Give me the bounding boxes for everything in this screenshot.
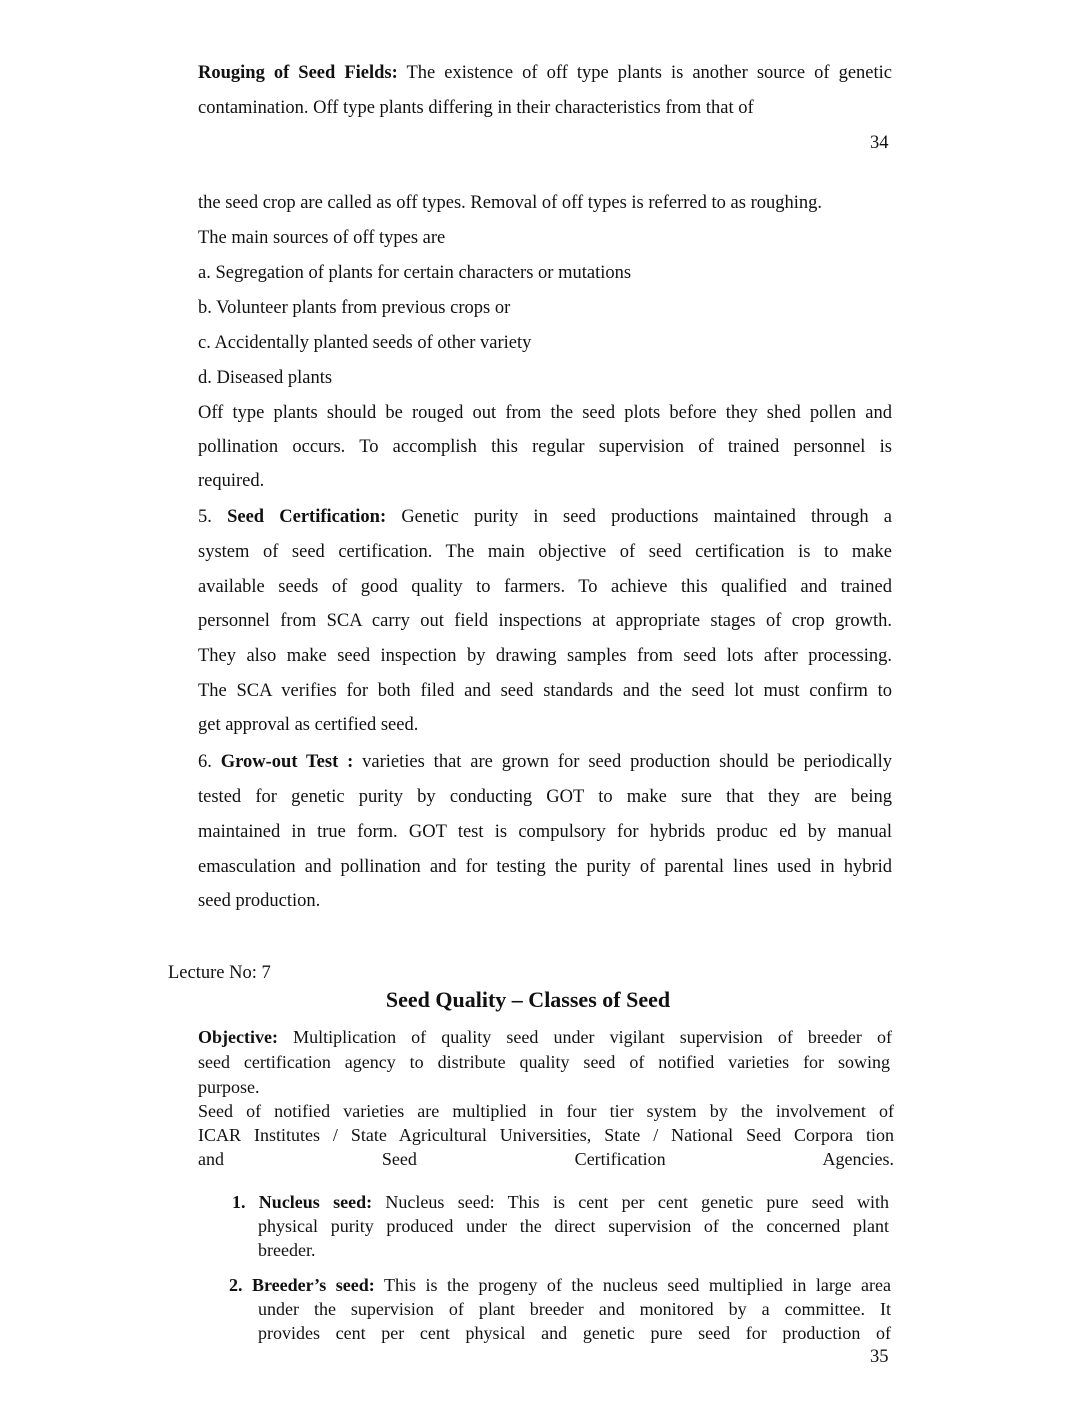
notified-line: Seed of notified varieties are multiplied in four tier system by the involvement of [198, 1101, 894, 1121]
breeder-line-1: 2. Breeder’s seed: This is the progeny of the nucleus seed multiplied in large area [229, 1275, 891, 1295]
offtype-line-2: The main sources of off types are [198, 228, 446, 248]
lecture-number: Lecture No: 7 [168, 963, 271, 983]
notified-line: and Seed Certification Agencies. [198, 1149, 894, 1169]
page-number-34: 34 [870, 133, 889, 153]
nucleus-line-1: 1. Nucleus seed: Nucleus seed: This is cent per cent genetic pure seed with [232, 1192, 889, 1212]
rouge-para-line: Off type plants should be rouged out from the seed plots before they shed pollen and [198, 403, 892, 423]
got-line: tested for genetic purity by conducting GOT to make sure that they are being [198, 787, 892, 807]
got-line: seed production. [198, 891, 321, 911]
nucleus-line: breeder. [258, 1240, 316, 1260]
objective-heading: Objective: [198, 1027, 278, 1047]
breeder-label: 2. Breeder’s seed: [229, 1275, 375, 1295]
offtype-line-1: the seed crop are called as off types. Removal of off types is referred to as roughing. [198, 193, 822, 213]
notified-line: ICAR Institutes / State Agricultural Universities, State / National Seed Corpora tion [198, 1125, 894, 1145]
rouging-line-1: Rouging of Seed Fields: The existence of off type plants is another source of genetic [198, 63, 892, 83]
cert-line: The SCA verifies for both filed and seed standards and the seed lot must confirm to [198, 681, 892, 701]
nucleus-line: physical purity produced under the direct supervision of the concerned plant [258, 1216, 889, 1236]
rouging-line-2: contamination. Off type plants differing in their characteristics from that of [198, 98, 754, 118]
got-heading: Grow-out Test : [220, 752, 354, 772]
list-item: b. Volunteer plants from previous crops or [198, 298, 511, 318]
objective-line: purpose. [198, 1077, 260, 1097]
list-item: c. Accidentally planted seeds of other variety [198, 333, 532, 353]
objective-line-1: Objective: Multiplication of quality seed under vigilant supervision of breeder of [198, 1027, 892, 1047]
list-item: d. Diseased plants [198, 368, 333, 388]
cert-line: personnel from SCA carry out field inspections at appropriate stages of crop growth. [198, 611, 892, 631]
cert-line: They also make seed inspection by drawing samples from seed lots after processing. [198, 646, 892, 666]
breeder-line: provides cent per cent physical and genetic pure seed for production of [258, 1323, 891, 1343]
cert-line: system of seed certification. The main objective of seed certification is to make [198, 542, 892, 562]
list-item: a. Segregation of plants for certain characters or mutations [198, 263, 632, 283]
cert-line-1: 5. Seed Certification: Genetic purity in seed productions maintained through a [198, 507, 892, 527]
rouge-para-line: pollination occurs. To accomplish this regular supervision of trained personnel is [198, 437, 892, 457]
cert-line: get approval as certified seed. [198, 715, 419, 735]
got-line-1: 6. Grow-out Test : varieties that are grown for seed production should be periodically [198, 752, 893, 772]
rouging-heading: Rouging of Seed Fields: [198, 63, 398, 83]
page-title: Seed Quality – Classes of Seed [385, 987, 671, 1012]
cert-heading: Seed Certification: [227, 507, 387, 527]
got-line: emasculation and pollination and for testing the purity of parental lines used in hybrid [198, 857, 892, 877]
nucleus-label: 1. Nucleus seed: [232, 1192, 373, 1212]
rouge-para-line: required. [198, 471, 265, 491]
cert-line: available seeds of good quality to farmers. To achieve this qualified and trained [198, 577, 892, 597]
objective-line: seed certification agency to distribute quality seed of notified varieties for sowing [198, 1052, 890, 1072]
breeder-line: under the supervision of plant breeder and monitored by a committee. It [258, 1299, 891, 1319]
page-number-35: 35 [870, 1347, 889, 1367]
got-line: maintained in true form. GOT test is compulsory for hybrids produc ed by manual [198, 822, 892, 842]
